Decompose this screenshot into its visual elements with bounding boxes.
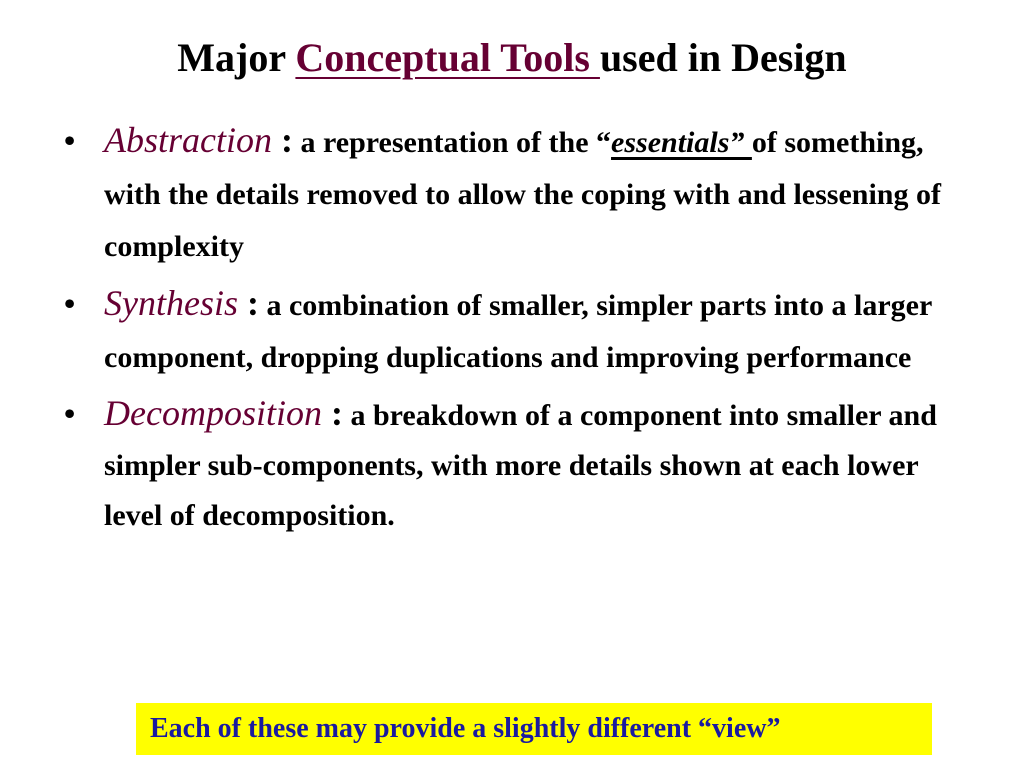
bullet-decomposition: [62, 389, 962, 540]
term-colon: :: [321, 393, 343, 433]
essentials-emphasis: essentials”: [611, 126, 752, 159]
bullet-abstraction: [62, 115, 962, 272]
definition-text: a combination of smaller, simpler parts into a larger component, dropping duplications and improving performance: [104, 289, 932, 374]
definition-text: of something, with the details removed to allow the coping with and lessening of complexity: [104, 126, 941, 263]
title-suffix: used in Design: [599, 35, 847, 80]
callout-box: [136, 703, 932, 755]
bullet-dot-icon: •: [64, 395, 76, 431]
term-synthesis: Synthesis: [104, 283, 238, 323]
bullet-list: [62, 115, 962, 544]
title-prefix: Major: [177, 35, 296, 80]
bullet-dot-icon: •: [64, 122, 76, 158]
title-conceptual-tools-link[interactable]: Conceptual Tools: [295, 35, 600, 80]
term-decomposition: Decomposition: [104, 393, 322, 433]
definition-text: a breakdown of a component into smaller and simpler sub-components, with more details shown at each lower level of decomposition.: [104, 399, 937, 532]
term-colon: :: [237, 283, 259, 323]
definition-text: a representation of the “: [293, 126, 612, 159]
bullet-dot-icon: •: [64, 285, 76, 321]
slide-title: [0, 34, 1024, 82]
term-abstraction: Abstraction: [104, 120, 272, 160]
term-colon: :: [272, 120, 293, 160]
callout-text: Each of these may provide a slightly different “view”: [150, 713, 781, 744]
bullet-synthesis: [62, 278, 962, 383]
